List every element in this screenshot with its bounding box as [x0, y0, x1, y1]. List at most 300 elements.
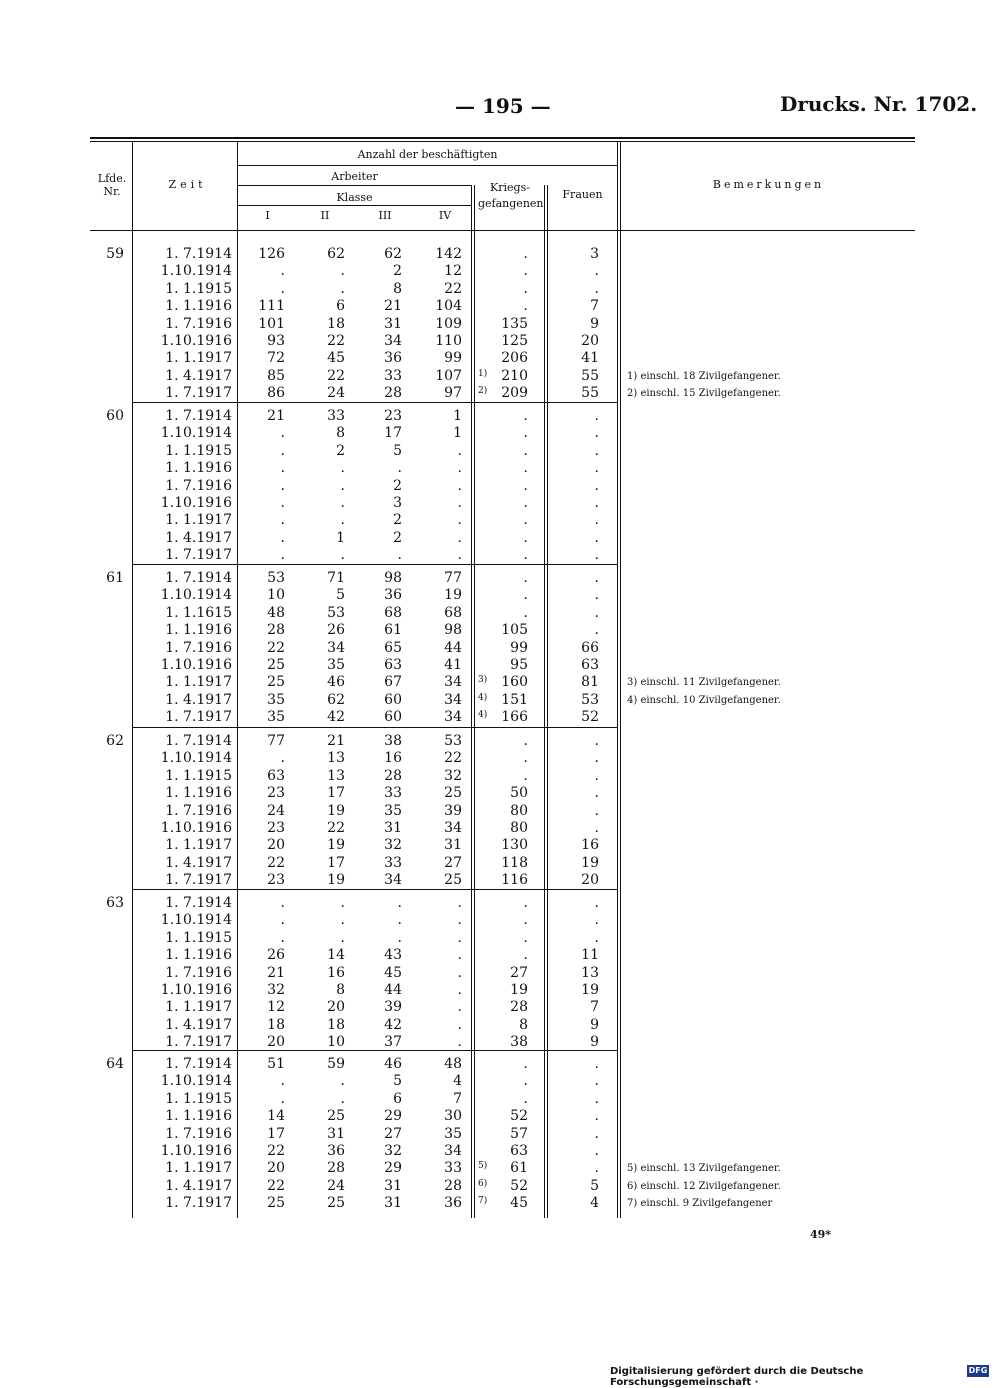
cell-klasse-iv: . — [457, 947, 462, 964]
cell-klasse-ii: 2 — [336, 442, 345, 459]
cell-kriegsgefangenen: 135 — [501, 315, 528, 332]
cell-klasse-iv: 41 — [444, 657, 462, 673]
cell-frauen: . — [594, 425, 599, 442]
cell-kriegsgefangenen: . — [523, 929, 528, 946]
cell-klasse-i: 20 — [267, 1160, 285, 1177]
cell-zeit: 1. 1.1917 — [165, 350, 232, 367]
cell-klasse-ii: 21 — [327, 733, 345, 749]
cell-frauen: 7 — [590, 298, 599, 315]
cell-klasse-ii: 13 — [327, 767, 345, 784]
cell-klasse-i: 53 — [267, 570, 285, 586]
cell-klasse-iii: 61 — [384, 622, 402, 639]
cell-klasse-i: . — [280, 750, 285, 767]
cell-klasse-iii: 60 — [384, 709, 402, 726]
cell-kriegsgefangenen: . — [523, 477, 528, 494]
cell-klasse-iv: 34 — [444, 674, 462, 691]
cell-klasse-iv: . — [457, 912, 462, 929]
cell-zeit: 1. 1.1916 — [165, 1108, 232, 1125]
cell-klasse-ii: . — [340, 512, 345, 529]
cell-klasse-ii: 5 — [336, 587, 345, 604]
cell-frauen: 63 — [581, 657, 599, 673]
cell-kriegsgefangenen: . — [523, 587, 528, 604]
cell-klasse-ii: . — [340, 477, 345, 494]
col-header-bemerkungen: Bemerkungen — [712, 178, 825, 191]
cell-klasse-i: 23 — [267, 872, 285, 889]
cell-klasse-i: 86 — [267, 385, 285, 402]
cell-klasse-iii: 33 — [384, 854, 402, 871]
col-header-zeit: Zeit — [168, 178, 207, 191]
cell-zeit: 1.10.1916 — [160, 1143, 232, 1159]
cell-kriegsgefangenen: . — [523, 425, 528, 442]
cell-klasse-ii: 13 — [327, 750, 345, 767]
cell-klasse-iv: 34 — [444, 709, 462, 726]
cell-frauen: . — [594, 587, 599, 604]
cell-klasse-iv: . — [457, 442, 462, 459]
cell-klasse-iv: 27 — [444, 854, 462, 871]
cell-zeit: 1. 7.1917 — [165, 872, 232, 889]
cell-kriegsgefangenen: . — [523, 442, 528, 459]
cell-kriegsgefangenen: 99 — [510, 639, 528, 656]
cell-kriegsgefangenen: . — [523, 280, 528, 297]
cell-zeit: 1.10.1914 — [160, 750, 232, 767]
cell-klasse-iii: . — [397, 547, 402, 564]
cell-kriegsgefangenen: 27 — [510, 964, 528, 981]
cell-klasse-ii: 17 — [327, 854, 345, 871]
cell-zeit: 1. 1.1915 — [165, 442, 232, 459]
cell-klasse-i: 111 — [258, 298, 285, 315]
cell-klasse-ii: 8 — [336, 425, 345, 442]
cell-klasse-iv: 53 — [444, 733, 462, 749]
cell-klasse-iii: 44 — [384, 982, 402, 998]
cell-kriegsgefangenen: 125 — [501, 333, 528, 349]
cell-klasse-iv: 22 — [444, 280, 462, 297]
cell-klasse-iii: 2 — [393, 477, 402, 494]
cell-klasse-ii: 34 — [327, 639, 345, 656]
cell-kriegsgefangenen: 95 — [510, 657, 528, 673]
group-number: 62 — [106, 733, 124, 749]
cell-klasse-i: . — [280, 895, 285, 911]
cell-kriegsgefangenen: . — [523, 1090, 528, 1107]
cell-klasse-iv: 7 — [453, 1090, 462, 1107]
cell-klasse-ii: 36 — [327, 1143, 345, 1159]
cell-footnote-mark: 7) — [478, 1196, 488, 1207]
cell-frauen: . — [594, 1160, 599, 1177]
remark-footnote: 3) einschl. 11 Zivilgefangener. — [627, 677, 781, 689]
cell-frauen: . — [594, 263, 599, 280]
cell-klasse-iv: 36 — [444, 1195, 462, 1212]
cell-klasse-ii: 62 — [327, 246, 345, 262]
cell-klasse-i: . — [280, 460, 285, 477]
cell-frauen: 53 — [581, 691, 599, 708]
group-number: 64 — [106, 1056, 124, 1072]
col-header-klasse-iv: IV — [438, 209, 452, 222]
cell-klasse-ii: . — [340, 895, 345, 911]
cell-klasse-i: . — [280, 1073, 285, 1090]
cell-klasse-iii: 62 — [384, 246, 402, 262]
page-number: — 195 — — [455, 94, 551, 118]
cell-klasse-ii: 22 — [327, 333, 345, 349]
cell-klasse-ii: 22 — [327, 367, 345, 384]
cell-zeit: 1. 4.1917 — [165, 1016, 232, 1033]
cell-klasse-i: . — [280, 263, 285, 280]
cell-frauen: 52 — [581, 709, 599, 726]
cell-klasse-i: 35 — [267, 709, 285, 726]
cell-klasse-i: 21 — [267, 964, 285, 981]
cell-footnote-mark: 4) — [478, 710, 488, 721]
group-separator — [133, 889, 617, 890]
cell-kriegsgefangenen: 116 — [501, 872, 528, 889]
remark-footnote: 1) einschl. 18 Zivilgefangener. — [627, 370, 781, 382]
cell-klasse-i: . — [280, 477, 285, 494]
cell-frauen: . — [594, 529, 599, 546]
cell-klasse-ii: . — [340, 547, 345, 564]
remark-footnote: 7) einschl. 9 Zivilgefangener — [627, 1198, 773, 1210]
cell-zeit: 1. 7.1914 — [165, 895, 232, 911]
cell-zeit: 1. 1.1916 — [165, 785, 232, 802]
cell-frauen: 11 — [581, 947, 599, 964]
cell-zeit: 1.10.1914 — [160, 1073, 232, 1090]
cell-klasse-i: . — [280, 442, 285, 459]
cell-frauen: 81 — [581, 674, 599, 691]
cell-klasse-iv: 4 — [453, 1073, 462, 1090]
cell-zeit: 1. 4.1917 — [165, 1177, 232, 1194]
cell-klasse-iii: 2 — [393, 263, 402, 280]
remark-footnote: 6) einschl. 12 Zivilgefangener. — [627, 1180, 781, 1192]
cell-klasse-iv: 1 — [453, 425, 462, 442]
cell-klasse-i: 51 — [267, 1056, 285, 1072]
cell-kriegsgefangenen: 38 — [510, 1034, 528, 1051]
cell-kriegsgefangenen: . — [523, 912, 528, 929]
col-header-anzahl: Anzahl der beschäftigten — [357, 148, 498, 161]
cell-footnote-mark: 2) — [478, 386, 488, 397]
cell-zeit: 1. 7.1917 — [165, 709, 232, 726]
cell-klasse-iii: 68 — [384, 604, 402, 621]
cell-klasse-i: 17 — [267, 1125, 285, 1142]
cell-klasse-iii: 33 — [384, 785, 402, 802]
cell-klasse-iii: 34 — [384, 872, 402, 889]
cell-klasse-iii: 38 — [384, 733, 402, 749]
cell-klasse-iv: . — [457, 547, 462, 564]
cell-klasse-ii: . — [340, 1073, 345, 1090]
cell-klasse-ii: 71 — [327, 570, 345, 586]
cell-klasse-ii: . — [340, 495, 345, 511]
cell-kriegsgefangenen: 63 — [510, 1143, 528, 1159]
cell-frauen: . — [594, 1125, 599, 1142]
cell-frauen: . — [594, 1108, 599, 1125]
cell-klasse-i: 14 — [267, 1108, 285, 1125]
cell-klasse-i: 72 — [267, 350, 285, 367]
cell-klasse-iv: 109 — [435, 315, 462, 332]
cell-frauen: . — [594, 477, 599, 494]
cell-kriegsgefangenen: . — [523, 947, 528, 964]
cell-klasse-ii: 59 — [327, 1056, 345, 1072]
cell-kriegsgefangenen: . — [523, 570, 528, 586]
cell-frauen: . — [594, 912, 599, 929]
cell-kriegsgefangenen: . — [523, 529, 528, 546]
cell-footnote-mark: 1) — [478, 368, 488, 379]
cell-klasse-ii: 18 — [327, 1016, 345, 1033]
cell-klasse-iii: 42 — [384, 1016, 402, 1033]
col-header-kriegsgefangenen: Kriegs-gefangenen — [478, 181, 544, 210]
cell-frauen: 66 — [581, 639, 599, 656]
group-separator — [133, 564, 617, 565]
cell-klasse-iii: . — [397, 912, 402, 929]
cell-klasse-i: . — [280, 425, 285, 442]
cell-klasse-ii: 19 — [327, 872, 345, 889]
cell-klasse-iv: 34 — [444, 691, 462, 708]
cell-klasse-iii: 6 — [393, 1090, 402, 1107]
cell-zeit: 1. 7.1917 — [165, 385, 232, 402]
cell-kriegsgefangenen: . — [523, 733, 528, 749]
cell-klasse-i: 35 — [267, 691, 285, 708]
cell-klasse-iv: 22 — [444, 750, 462, 767]
cell-klasse-i: . — [280, 1090, 285, 1107]
cell-kriegsgefangenen: 206 — [501, 350, 528, 367]
cell-frauen: . — [594, 547, 599, 564]
cell-klasse-i: 12 — [267, 999, 285, 1016]
cell-kriegsgefangenen: 45 — [510, 1195, 528, 1212]
cell-frauen: . — [594, 408, 599, 424]
cell-klasse-i: . — [280, 929, 285, 946]
cell-klasse-ii: 10 — [327, 1034, 345, 1051]
cell-klasse-iv: . — [457, 529, 462, 546]
cell-klasse-i: . — [280, 529, 285, 546]
col-header-frauen: Frauen — [562, 188, 603, 201]
cell-klasse-iv: 31 — [444, 837, 462, 854]
cell-kriegsgefangenen: . — [523, 246, 528, 262]
cell-zeit: 1.10.1914 — [160, 912, 232, 929]
cell-klasse-ii: 35 — [327, 657, 345, 673]
cell-kriegsgefangenen: . — [523, 495, 528, 511]
remark-footnote: 4) einschl. 10 Zivilgefangener. — [627, 694, 781, 706]
cell-frauen: 3 — [590, 246, 599, 262]
cell-frauen: . — [594, 604, 599, 621]
cell-klasse-iii: 33 — [384, 367, 402, 384]
cell-klasse-iv: 97 — [444, 385, 462, 402]
cell-klasse-ii: 16 — [327, 964, 345, 981]
cell-frauen: 55 — [581, 367, 599, 384]
cell-klasse-i: 24 — [267, 802, 285, 819]
cell-klasse-i: 26 — [267, 947, 285, 964]
cell-klasse-iii: 17 — [384, 425, 402, 442]
cell-klasse-iii: 34 — [384, 333, 402, 349]
cell-klasse-iii: 31 — [384, 1195, 402, 1212]
cell-frauen: 19 — [581, 982, 599, 998]
cell-klasse-ii: 62 — [327, 691, 345, 708]
cell-klasse-iv: 19 — [444, 587, 462, 604]
cell-klasse-iv: 30 — [444, 1108, 462, 1125]
cell-zeit: 1. 7.1917 — [165, 1195, 232, 1212]
cell-klasse-iii: 60 — [384, 691, 402, 708]
cell-klasse-i: . — [280, 280, 285, 297]
cell-klasse-i: . — [280, 912, 285, 929]
cell-klasse-iv: . — [457, 495, 462, 511]
cell-klasse-iii: 32 — [384, 1143, 402, 1159]
cell-klasse-iii: 28 — [384, 767, 402, 784]
cell-zeit: 1.10.1916 — [160, 333, 232, 349]
cell-klasse-iii: 36 — [384, 587, 402, 604]
cell-zeit: 1. 7.1914 — [165, 1056, 232, 1072]
cell-kriegsgefangenen: 80 — [510, 802, 528, 819]
cell-frauen: . — [594, 895, 599, 911]
cell-zeit: 1. 7.1917 — [165, 547, 232, 564]
cell-frauen: . — [594, 820, 599, 836]
digitization-credit: Digitalisierung gefördert durch die Deutsche Forschungsgemeinschaft · — [610, 1366, 864, 1388]
cell-frauen: . — [594, 929, 599, 946]
cell-klasse-iv: 32 — [444, 767, 462, 784]
cell-frauen: . — [594, 802, 599, 819]
cell-klasse-i: . — [280, 495, 285, 511]
cell-zeit: 1. 1.1917 — [165, 1160, 232, 1177]
cell-klasse-i: . — [280, 547, 285, 564]
cell-kriegsgefangenen: 52 — [510, 1108, 528, 1125]
group-number: 63 — [106, 895, 124, 911]
cell-kriegsgefangenen: . — [523, 460, 528, 477]
cell-frauen: . — [594, 1073, 599, 1090]
cell-zeit: 1. 7.1916 — [165, 1125, 232, 1142]
group-number: 59 — [106, 246, 124, 262]
cell-klasse-iv: . — [457, 982, 462, 998]
cell-klasse-iv: 48 — [444, 1056, 462, 1072]
cell-frauen: . — [594, 1090, 599, 1107]
cell-klasse-iv: 25 — [444, 785, 462, 802]
group-separator — [133, 402, 617, 403]
cell-klasse-i: 101 — [258, 315, 285, 332]
cell-frauen: . — [594, 570, 599, 586]
cell-klasse-iii: 21 — [384, 298, 402, 315]
cell-frauen: . — [594, 442, 599, 459]
cell-klasse-iii: 2 — [393, 529, 402, 546]
cell-kriegsgefangenen: . — [523, 408, 528, 424]
cell-zeit: 1. 7.1916 — [165, 964, 232, 981]
cell-klasse-iv: 35 — [444, 1125, 462, 1142]
cell-klasse-ii: 28 — [327, 1160, 345, 1177]
cell-klasse-i: 23 — [267, 820, 285, 836]
cell-frauen: . — [594, 750, 599, 767]
col-header-klasse-ii: II — [320, 209, 330, 222]
cell-klasse-iii: 45 — [384, 964, 402, 981]
group-separator — [133, 727, 617, 728]
cell-zeit: 1. 4.1917 — [165, 367, 232, 384]
cell-klasse-ii: 25 — [327, 1195, 345, 1212]
cell-klasse-iii: 3 — [393, 495, 402, 511]
cell-frauen: . — [594, 785, 599, 802]
cell-kriegsgefangenen: . — [523, 604, 528, 621]
cell-klasse-ii: 26 — [327, 622, 345, 639]
cell-klasse-i: 20 — [267, 1034, 285, 1051]
cell-klasse-i: 22 — [267, 1143, 285, 1159]
cell-klasse-iii: 43 — [384, 947, 402, 964]
cell-klasse-ii: 25 — [327, 1108, 345, 1125]
cell-klasse-iv: 110 — [435, 333, 462, 349]
cell-klasse-iii: . — [397, 895, 402, 911]
cell-kriegsgefangenen: 52 — [510, 1177, 528, 1194]
cell-klasse-i: 85 — [267, 367, 285, 384]
cell-klasse-ii: 22 — [327, 820, 345, 836]
cell-klasse-ii: 17 — [327, 785, 345, 802]
cell-klasse-i: 32 — [267, 982, 285, 998]
cell-klasse-iv: . — [457, 999, 462, 1016]
col-header-lfde-nr: Lfde. Nr. — [97, 172, 127, 198]
cell-kriegsgefangenen: 160 — [501, 674, 528, 691]
cell-klasse-iii: 39 — [384, 999, 402, 1016]
cell-frauen: 9 — [590, 1016, 599, 1033]
cell-klasse-ii: 1 — [336, 529, 345, 546]
cell-zeit: 1. 7.1914 — [165, 408, 232, 424]
cell-klasse-iv: 44 — [444, 639, 462, 656]
cell-kriegsgefangenen: . — [523, 750, 528, 767]
cell-zeit: 1. 1.1916 — [165, 460, 232, 477]
cell-klasse-iii: 29 — [384, 1108, 402, 1125]
col-header-arbeiter: Arbeiter — [331, 170, 378, 183]
cell-kriegsgefangenen: . — [523, 512, 528, 529]
cell-klasse-iii: 16 — [384, 750, 402, 767]
cell-klasse-i: 25 — [267, 657, 285, 673]
cell-klasse-iv: . — [457, 460, 462, 477]
cell-klasse-iv: 12 — [444, 263, 462, 280]
cell-zeit: 1. 7.1914 — [165, 246, 232, 262]
cell-zeit: 1.10.1914 — [160, 425, 232, 442]
drucksache-number: Drucks. Nr. 1702. — [780, 92, 978, 116]
cell-klasse-iii: 31 — [384, 820, 402, 836]
cell-klasse-i: 77 — [267, 733, 285, 749]
cell-zeit: 1. 4.1917 — [165, 529, 232, 546]
cell-zeit: 1. 1.1916 — [165, 622, 232, 639]
cell-klasse-iv: 99 — [444, 350, 462, 367]
cell-zeit: 1. 1.1615 — [165, 604, 232, 621]
cell-klasse-ii: 53 — [327, 604, 345, 621]
cell-zeit: 1. 1.1915 — [165, 1090, 232, 1107]
cell-zeit: 1. 1.1917 — [165, 512, 232, 529]
cell-klasse-ii: . — [340, 912, 345, 929]
cell-kriegsgefangenen: . — [523, 1056, 528, 1072]
cell-zeit: 1. 1.1915 — [165, 280, 232, 297]
cell-frauen: 9 — [590, 315, 599, 332]
cell-zeit: 1. 1.1915 — [165, 767, 232, 784]
cell-klasse-iii: 67 — [384, 674, 402, 691]
cell-zeit: 1.10.1916 — [160, 982, 232, 998]
cell-kriegsgefangenen: 130 — [501, 837, 528, 854]
cell-frauen: 7 — [590, 999, 599, 1016]
cell-klasse-iii: 98 — [384, 570, 402, 586]
cell-klasse-iv: 39 — [444, 802, 462, 819]
group-number: 61 — [106, 570, 124, 586]
cell-klasse-i: 18 — [267, 1016, 285, 1033]
cell-frauen: 20 — [581, 872, 599, 889]
cell-frauen: . — [594, 1143, 599, 1159]
cell-klasse-iii: 2 — [393, 512, 402, 529]
cell-klasse-iv: 98 — [444, 622, 462, 639]
cell-klasse-ii: 19 — [327, 802, 345, 819]
cell-klasse-iii: 31 — [384, 1177, 402, 1194]
cell-zeit: 1. 4.1917 — [165, 854, 232, 871]
cell-kriegsgefangenen: . — [523, 895, 528, 911]
cell-zeit: 1.10.1916 — [160, 820, 232, 836]
cell-klasse-ii: 8 — [336, 982, 345, 998]
cell-klasse-iv: . — [457, 1016, 462, 1033]
cell-zeit: 1. 7.1914 — [165, 570, 232, 586]
cell-klasse-ii: 24 — [327, 1177, 345, 1194]
cell-zeit: 1. 1.1916 — [165, 947, 232, 964]
cell-klasse-iv: 25 — [444, 872, 462, 889]
cell-klasse-i: 63 — [267, 767, 285, 784]
cell-kriegsgefangenen: 210 — [501, 367, 528, 384]
cell-zeit: 1. 1.1917 — [165, 837, 232, 854]
cell-klasse-i: 93 — [267, 333, 285, 349]
cell-klasse-i: 10 — [267, 587, 285, 604]
cell-frauen: . — [594, 733, 599, 749]
cell-klasse-iv: . — [457, 895, 462, 911]
